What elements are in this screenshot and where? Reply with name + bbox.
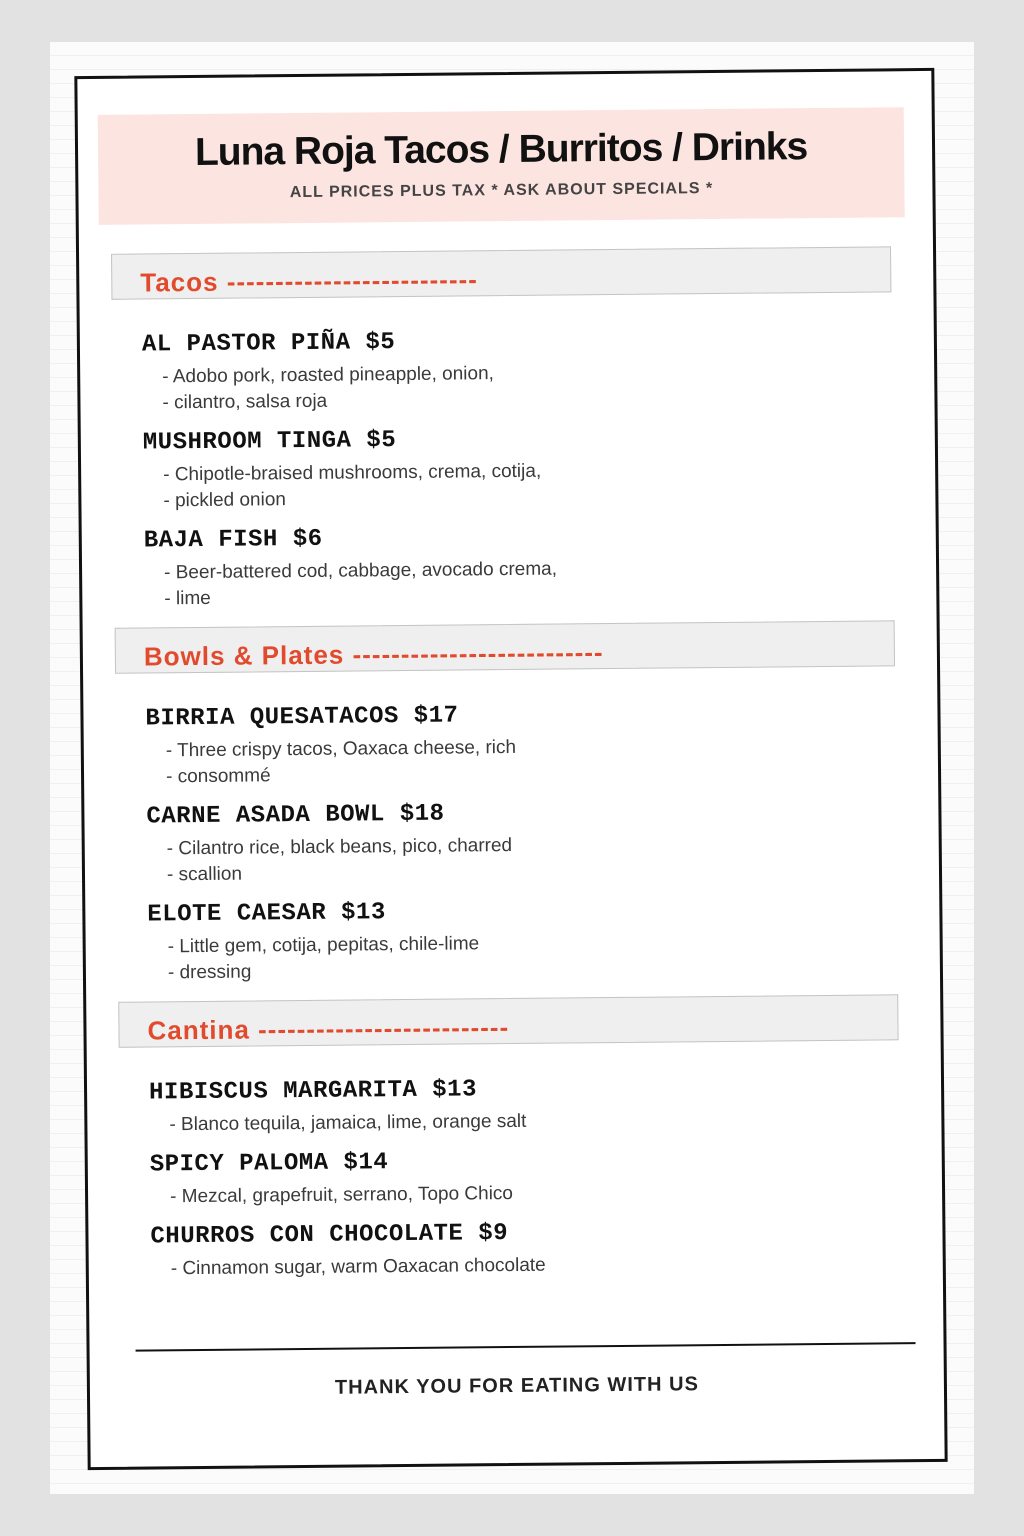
menu-item xyxy=(149,1073,850,1139)
section-title: Cantina -------------------------- xyxy=(147,1012,510,1046)
menu-item xyxy=(147,895,848,987)
menu-title: Luna Roja Tacos / Burritos / Drinks xyxy=(194,125,808,175)
menu-item xyxy=(142,325,843,417)
item-description: - scallion xyxy=(166,863,243,886)
footer-text: THANK YOU FOR EATING WITH US xyxy=(334,1373,699,1399)
item-description: - Cinnamon sugar, warm Oaxacan chocolate xyxy=(170,1254,546,1280)
menu-item xyxy=(145,699,846,791)
item-description: - Three crispy tacos, Oaxaca cheese, rich xyxy=(165,736,517,762)
section-header-tacos xyxy=(111,246,891,299)
item-name: AL PASTOR PIÑA $5 xyxy=(141,329,396,359)
menu-subtitle: ALL PRICES PLUS TAX * ASK ABOUT SPECIALS * xyxy=(289,180,714,202)
item-description: - lime xyxy=(164,587,211,610)
item-description: - pickled onion xyxy=(163,489,287,512)
item-description: - Adobo pork, roasted pineapple, onion, xyxy=(162,363,494,388)
item-name: MUSHROOM TINGA $5 xyxy=(142,427,397,457)
item-description: - consommé xyxy=(165,765,271,788)
title-band xyxy=(98,107,905,225)
section-header-bowls-plates xyxy=(115,620,895,673)
item-description: - Blanco tequila, jamaica, lime, orange salt xyxy=(169,1110,527,1136)
item-description: - Little gem, cotija, pepitas, chile-lime xyxy=(167,933,480,958)
item-description: - Cilantro rice, black beans, pico, charred xyxy=(166,834,513,860)
footer-divider xyxy=(136,1342,916,1351)
section-title: Tacos -------------------------- xyxy=(140,264,479,298)
item-name: CARNE ASADA BOWL $18 xyxy=(146,800,445,831)
menu-item xyxy=(150,1145,851,1211)
section-title: Bowls & Plates -------------------------- xyxy=(143,637,604,672)
menu-item xyxy=(144,521,845,613)
item-description: - dressing xyxy=(167,961,252,984)
item-name: CHURROS CON CHOCOLATE $9 xyxy=(150,1220,509,1251)
menu-card xyxy=(74,68,947,1470)
menu-item xyxy=(143,423,844,515)
item-description: - Beer-battered cod, cabbage, avocado crema, xyxy=(164,558,558,584)
section-header-cantina xyxy=(118,994,898,1047)
menu-item xyxy=(150,1217,851,1283)
menu-item xyxy=(146,797,847,889)
item-description: - cilantro, salsa roja xyxy=(162,390,328,414)
item-description: - Chipotle-braised mushrooms, crema, cotija, xyxy=(163,460,542,486)
item-name: BAJA FISH $6 xyxy=(143,525,323,555)
item-name: BIRRIA QUESATACOS $17 xyxy=(145,702,459,733)
item-description: - Mezcal, grapefruit, serrano, Topo Chico xyxy=(169,1183,514,1208)
item-name: SPICY PALOMA $14 xyxy=(149,1149,389,1179)
item-name: ELOTE CAESAR $13 xyxy=(147,899,386,929)
item-name: HIBISCUS MARGARITA $13 xyxy=(148,1076,478,1107)
